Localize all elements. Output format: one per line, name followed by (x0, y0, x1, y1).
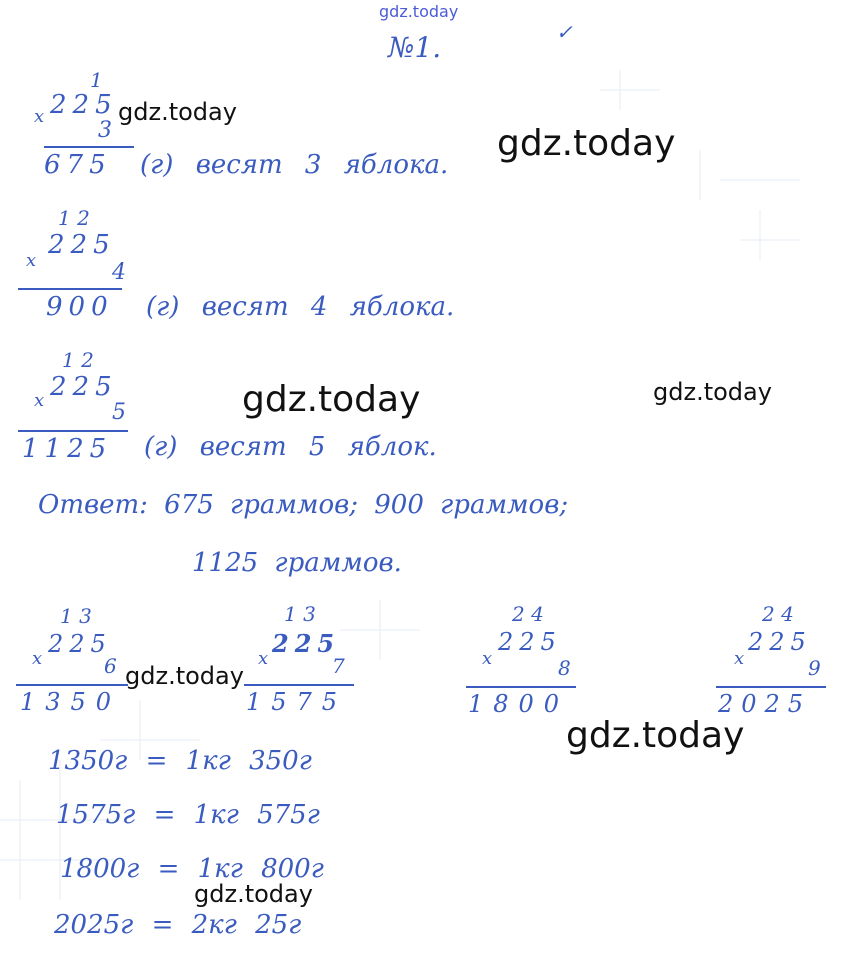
watermark: gdz.today (125, 662, 244, 690)
calc-3-multiplier: 5 (112, 400, 126, 425)
calc-1-multiplier: 3 (98, 118, 112, 143)
calc-1-multiplicand: 225 (50, 90, 118, 120)
watermark-top: gdz.today (379, 2, 459, 21)
calc-3-carry: 1 2 (62, 348, 94, 372)
bottom-calc-result: 1575 (246, 688, 348, 716)
bottom-calc-multiplier: 6 (104, 654, 117, 678)
bottom-calc-result: 1350 (20, 688, 122, 716)
bottom-calc-multiplicand: 225 (48, 630, 112, 658)
task-number: №1. (388, 31, 442, 64)
bottom-calc-carry: 2 4 (512, 602, 544, 626)
calc-1-text: (г) весят 3 яблока. (140, 150, 449, 180)
calc-2-carry: 1 2 (58, 206, 90, 230)
bottom-calc-result: 1800 (468, 690, 570, 718)
bottom-calc-rule (16, 684, 128, 686)
conversion-line: 1575г = 1кг 575г (56, 800, 320, 830)
calc-1-carry: 1 (90, 68, 103, 92)
calc-3-multiplicand: 225 (50, 372, 118, 402)
calc-3-text: (г) весят 5 яблок. (144, 432, 437, 462)
watermark: gdz.today (653, 378, 772, 406)
answer-line-1: Ответ: 675 граммов; 900 граммов; (38, 490, 569, 520)
bottom-calc-carry: 1 3 (284, 602, 316, 626)
calc-3-sign: x (34, 390, 45, 411)
watermark: gdz.today (497, 123, 676, 164)
calc-2-rule (18, 288, 122, 290)
conversion-line: 1800г = 1кг 800г (60, 854, 324, 884)
calc-3-result: 1125 (22, 434, 113, 464)
calc-1-sign: x (34, 106, 45, 127)
calc-2-text: (г) весят 4 яблока. (146, 292, 455, 322)
calc-1-result: 675 (44, 150, 112, 180)
watermark: gdz.today (118, 98, 237, 126)
bottom-calc-carry: 1 3 (60, 604, 92, 628)
conversion-line: 1350г = 1кг 350г (48, 746, 312, 776)
bottom-calc-multiplicand: 225 (272, 629, 341, 658)
calc-2-multiplicand: 225 (48, 230, 116, 260)
check-mark: ✓ (556, 20, 573, 44)
bottom-calc-sign: x (32, 648, 43, 669)
conversion-line: 2025г = 2кг 25г (54, 910, 302, 940)
calc-2-result: 900 (46, 292, 114, 322)
bottom-calc-rule (466, 686, 576, 688)
calc-2-multiplier: 4 (112, 260, 126, 285)
bottom-calc-rule (716, 686, 826, 688)
calc-1-rule (44, 146, 134, 148)
bottom-calc-multiplicand: 225 (748, 628, 812, 656)
calc-3-rule (18, 430, 128, 432)
bottom-calc-rule (244, 684, 354, 686)
bottom-calc-sign: x (734, 648, 745, 669)
answer-line-2: 1125 граммов. (192, 548, 402, 578)
bottom-calc-result: 2025 (718, 690, 812, 718)
bottom-calc-sign: x (482, 648, 493, 669)
bottom-calc-carry: 2 4 (762, 602, 794, 626)
calc-2-sign: x (26, 250, 37, 271)
bottom-calc-sign: x (258, 648, 269, 669)
bottom-calc-multiplicand: 225 (498, 628, 562, 656)
watermark: gdz.today (242, 379, 421, 420)
bottom-calc-multiplier: 8 (558, 656, 571, 680)
watermark: gdz.today (194, 880, 313, 908)
watermark: gdz.today (566, 715, 745, 756)
bottom-calc-multiplier: 9 (808, 656, 821, 680)
bottom-calc-multiplier: 7 (332, 654, 345, 678)
